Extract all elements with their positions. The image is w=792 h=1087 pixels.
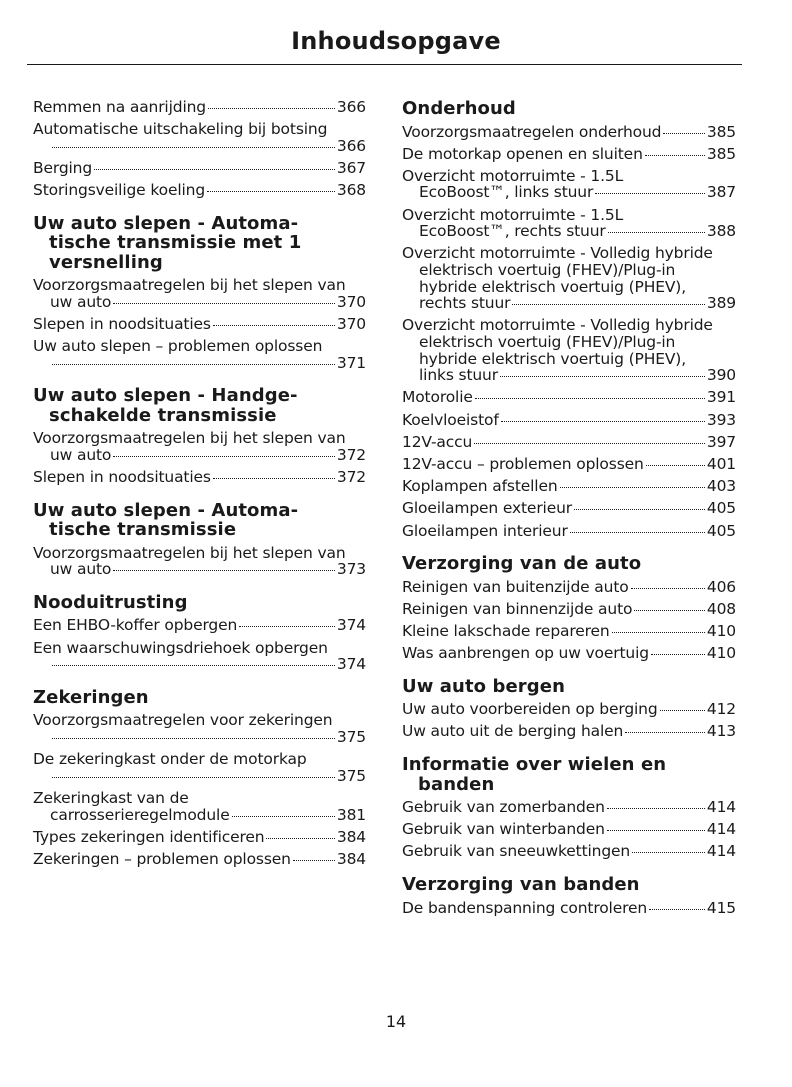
toc-page-number: 368 xyxy=(336,181,366,200)
toc-entry-link[interactable] xyxy=(402,124,736,141)
toc-entry-line xyxy=(402,701,736,718)
toc-entry-label: Koplampen afstellen xyxy=(402,477,558,496)
toc-entry-line xyxy=(402,579,736,596)
dot-leader xyxy=(607,808,705,809)
toc-entry-line xyxy=(402,601,736,618)
toc-entry-link[interactable] xyxy=(402,579,736,596)
toc-entry-label: Gebruik van zomerbanden xyxy=(402,798,605,817)
toc-page-number: 371 xyxy=(336,353,366,372)
toc-entry-label: elektrisch voertuig (FHEV)/Plug-in xyxy=(419,261,676,280)
dot-leader xyxy=(651,654,705,655)
toc-entry-label: Een waarschuwingsdriehoek opbergen xyxy=(33,638,328,657)
toc-entry-label: rechts stuur xyxy=(419,294,511,313)
toc-entry-line xyxy=(402,168,736,185)
dot-leader xyxy=(266,838,334,839)
toc-entry-line xyxy=(33,545,366,562)
toc-entry-link[interactable] xyxy=(33,712,366,745)
title-divider xyxy=(27,64,742,65)
toc-entry-line xyxy=(402,124,736,141)
toc-entry-line xyxy=(33,160,366,177)
toc-page-number: 408 xyxy=(706,599,736,618)
dot-leader xyxy=(52,665,335,666)
toc-entry-line xyxy=(33,355,366,372)
dot-leader xyxy=(512,304,704,305)
toc-entry-label: Gloeilampen interieur xyxy=(402,521,568,540)
toc-entry-label: Was aanbrengen op uw voertuig xyxy=(402,644,649,663)
toc-entry-label: Koelvloeistof xyxy=(402,410,499,429)
toc-entry-line xyxy=(33,138,366,155)
toc-entry-line xyxy=(402,223,736,240)
toc-entry-label: Zekeringen – problemen oplossen xyxy=(33,849,291,868)
section-heading-line: Uw auto slepen - Handge- xyxy=(33,385,298,407)
toc-entry-line xyxy=(402,351,736,368)
toc-entry-link[interactable] xyxy=(402,601,736,618)
toc-section xyxy=(33,501,366,578)
toc-page-number: 412 xyxy=(706,700,736,719)
section-heading xyxy=(402,677,736,697)
toc-entry-line xyxy=(402,500,736,517)
section-heading xyxy=(33,688,366,708)
dot-leader xyxy=(475,398,705,399)
toc-entry-link[interactable] xyxy=(402,412,736,429)
toc-entry-label: Remmen na aanrijding xyxy=(33,98,206,116)
dot-leader xyxy=(632,852,705,853)
toc-page-number: 385 xyxy=(706,122,736,141)
toc-entry-link[interactable] xyxy=(402,821,736,838)
toc-entry-link[interactable] xyxy=(33,338,366,371)
toc-section xyxy=(33,386,366,485)
dot-leader xyxy=(113,456,335,457)
toc-entry-label: Overzicht motorruimte - Volledig hybride xyxy=(402,244,713,263)
toc-entry-link[interactable] xyxy=(402,317,736,383)
toc-entry-line xyxy=(33,829,366,846)
toc-entry-line xyxy=(402,146,736,163)
toc-page-number: 374 xyxy=(336,655,366,674)
toc-entry-label: Overzicht motorruimte - Volledig hybride xyxy=(402,316,713,335)
toc-entry-label: uw auto xyxy=(50,292,112,311)
toc-page-number: 401 xyxy=(706,454,736,473)
toc-page-number: 414 xyxy=(706,842,736,861)
dot-leader xyxy=(649,909,705,910)
toc-entry-line xyxy=(33,469,366,486)
dot-leader xyxy=(646,465,705,466)
toc-entry-label: Gebruik van winterbanden xyxy=(402,820,605,839)
dot-leader xyxy=(213,325,335,326)
toc-entry-label: Voorzorgsmaatregelen bij het slepen van xyxy=(33,543,346,562)
toc-section xyxy=(33,593,366,673)
toc-page-number: 391 xyxy=(706,388,736,407)
section-heading xyxy=(402,554,736,574)
toc-column-left xyxy=(33,99,366,882)
toc-section xyxy=(402,677,736,740)
toc-entry-line xyxy=(402,184,736,201)
toc-entry-label: Uw auto voorbereiden op berging xyxy=(402,700,658,719)
section-heading-line: Informatie over wielen en xyxy=(402,754,667,776)
toc-entry-link[interactable] xyxy=(402,146,736,163)
toc-entry-label: De motorkap openen en sluiten xyxy=(402,144,643,163)
toc-page-number: 385 xyxy=(706,144,736,163)
dot-leader xyxy=(113,303,335,304)
toc-entry-line xyxy=(402,900,736,917)
toc-entry-label: EcoBoost™, rechts stuur xyxy=(419,222,606,241)
toc-entry-link[interactable] xyxy=(33,160,366,177)
toc-entry-label: Kleine lakschade repareren xyxy=(402,621,610,640)
toc-entry-line xyxy=(33,121,366,138)
toc-entry-link[interactable] xyxy=(33,829,366,846)
toc-page-number: 410 xyxy=(706,621,736,640)
section-heading-line: Nooduitrusting xyxy=(33,591,188,613)
toc-entry-line xyxy=(402,645,736,662)
toc-entry-label: Gebruik van sneeuwkettingen xyxy=(402,842,631,861)
toc-page-number: 372 xyxy=(336,468,366,487)
toc-entry-label: hybride elektrisch voertuig (PHEV), xyxy=(419,277,686,296)
toc-entry-link[interactable] xyxy=(402,500,736,517)
toc-entry-line xyxy=(33,617,366,634)
toc-entry-link[interactable] xyxy=(33,121,366,154)
toc-entry-line xyxy=(33,851,366,868)
toc-page-number: 372 xyxy=(336,446,366,464)
toc-section xyxy=(33,99,366,199)
toc-page-number: 415 xyxy=(706,898,736,917)
toc-entry-link[interactable] xyxy=(33,277,366,310)
toc-entry-label: Voorzorgsmaatregelen onderhoud xyxy=(402,122,662,141)
toc-entry-label: links stuur xyxy=(419,366,498,385)
toc-page-number: 413 xyxy=(706,722,736,741)
toc-entry-line xyxy=(33,729,366,746)
toc-page-number: 384 xyxy=(336,827,366,846)
dot-leader xyxy=(612,632,705,633)
section-heading-line: Zekeringen xyxy=(33,686,149,708)
dot-leader xyxy=(608,232,705,233)
dot-leader xyxy=(52,777,335,778)
toc-entry-link[interactable] xyxy=(33,851,366,868)
toc-entry-link[interactable] xyxy=(33,430,366,463)
toc-entry-label: uw auto xyxy=(50,446,112,464)
toc-page-number: 381 xyxy=(336,805,366,824)
toc-entry-link[interactable] xyxy=(402,900,736,917)
toc-entry-label: Automatische uitschakeling bij botsing xyxy=(33,120,328,139)
section-heading-line: Uw auto slepen - Automa- xyxy=(33,499,299,521)
dot-leader xyxy=(625,732,705,733)
section-heading-line: tische transmissie xyxy=(49,519,237,541)
section-heading-line: Uw auto slepen - Automa- xyxy=(33,212,299,234)
toc-entry-line xyxy=(402,317,736,334)
toc-page-number: 410 xyxy=(706,644,736,663)
toc-page-number: 406 xyxy=(706,577,736,596)
toc-page-number: 384 xyxy=(336,849,366,868)
toc-entry-label: De bandenspanning controleren xyxy=(402,898,648,917)
toc-section xyxy=(402,554,736,662)
dot-leader xyxy=(501,421,705,422)
toc-entry-label: Berging xyxy=(33,158,93,177)
toc-entry-line xyxy=(402,456,736,473)
toc-entry-line xyxy=(402,279,736,296)
section-heading-line: tische transmissie met 1 xyxy=(49,232,302,254)
dot-leader xyxy=(607,830,705,831)
page-title: Inhoudsopgave xyxy=(291,27,501,55)
toc-entry-label: Voorzorgsmaatregelen bij het slepen van xyxy=(33,276,346,295)
toc-page-number: 370 xyxy=(336,315,366,334)
toc-entry-line xyxy=(33,316,366,333)
dot-leader xyxy=(239,626,335,627)
toc-page-number: 414 xyxy=(706,798,736,817)
toc-entry-label: Overzicht motorruimte - 1.5L xyxy=(402,205,624,224)
toc-page-number: 389 xyxy=(706,294,736,313)
toc-page-number: 373 xyxy=(336,560,366,579)
toc-section xyxy=(33,688,366,868)
section-heading-line: versnelling xyxy=(49,251,163,273)
toc-entry-line xyxy=(33,99,366,116)
section-heading xyxy=(402,875,736,895)
section-heading xyxy=(33,593,366,613)
toc-entry-label: Gloeilampen exterieur xyxy=(402,499,572,518)
toc-entry-label: EcoBoost™, links stuur xyxy=(419,183,594,202)
toc-entry-line xyxy=(33,712,366,729)
section-heading-line: Verzorging van banden xyxy=(402,874,640,895)
toc-entry-label: Types zekeringen identificeren xyxy=(33,827,265,846)
dot-leader xyxy=(94,169,335,170)
dot-leader xyxy=(560,487,705,488)
toc-entry-link[interactable] xyxy=(402,645,736,662)
dot-leader xyxy=(645,155,705,156)
section-heading xyxy=(402,755,736,794)
dot-leader xyxy=(52,364,335,365)
toc-page-number: 375 xyxy=(336,727,366,746)
section-heading-line: Uw auto bergen xyxy=(402,675,565,697)
dot-leader xyxy=(595,193,705,194)
toc-page-number: 374 xyxy=(336,616,366,635)
dot-leader xyxy=(570,532,705,533)
toc-entry-label: Reinigen van binnenzijde auto xyxy=(402,599,633,618)
toc-page-number: 405 xyxy=(706,521,736,540)
toc-section xyxy=(33,214,366,372)
toc-entry-line xyxy=(33,768,366,785)
toc-entry-line xyxy=(402,295,736,312)
toc-entry-line xyxy=(33,182,366,199)
page-number: 14 xyxy=(385,1012,407,1031)
toc-section xyxy=(402,99,736,539)
toc-entry-line xyxy=(402,843,736,860)
toc-entry-link[interactable] xyxy=(33,640,366,673)
toc-entry-link[interactable] xyxy=(33,751,366,784)
dot-leader xyxy=(52,147,335,148)
section-heading xyxy=(33,501,366,540)
toc-entry-line xyxy=(33,640,366,657)
toc-entry-line xyxy=(33,807,366,824)
dot-leader xyxy=(500,376,705,377)
dot-leader xyxy=(113,570,335,571)
section-heading-line: Verzorging van de auto xyxy=(402,553,642,575)
toc-entry-line xyxy=(402,723,736,740)
toc-entry-line xyxy=(33,656,366,673)
toc-page-number: 388 xyxy=(706,222,736,241)
toc-entry-label: Storingsveilige koeling xyxy=(33,181,206,200)
toc-entry-link[interactable] xyxy=(402,207,736,240)
dot-leader xyxy=(232,816,335,817)
toc-entry-label: 12V-accu – problemen oplossen xyxy=(402,454,644,473)
toc-page-number: 367 xyxy=(336,158,366,177)
toc-entry-link[interactable] xyxy=(402,434,736,451)
dot-leader xyxy=(474,443,705,444)
toc-entry-line xyxy=(33,447,366,464)
toc-entry-line xyxy=(33,751,366,768)
toc-entry-line xyxy=(402,207,736,224)
toc-entry-label: Zekeringkast van de xyxy=(33,788,189,807)
dot-leader xyxy=(574,509,705,510)
toc-entry-label: elektrisch voertuig (FHEV)/Plug-in xyxy=(419,333,676,351)
toc-entry-label: De zekeringkast onder de motorkap xyxy=(33,750,307,769)
toc-entry-label: Motorolie xyxy=(402,388,473,407)
toc-entry-link[interactable] xyxy=(33,790,366,823)
toc-entry-line xyxy=(402,821,736,838)
toc-entry-line xyxy=(33,430,366,447)
toc-entry-link[interactable] xyxy=(33,469,366,486)
toc-entry-link[interactable] xyxy=(33,617,366,634)
toc-entry-label: Slepen in noodsituaties xyxy=(33,468,211,487)
toc-entry-line xyxy=(33,338,366,355)
toc-entry-label: hybride elektrisch voertuig (PHEV), xyxy=(419,349,686,368)
toc-page-number: 393 xyxy=(706,410,736,429)
toc-page-number: 414 xyxy=(706,820,736,839)
toc-entry-link[interactable] xyxy=(402,623,736,640)
dot-leader xyxy=(663,133,705,134)
section-heading-line: banden xyxy=(418,773,495,795)
toc-page-number: 403 xyxy=(706,477,736,496)
toc-entry-line xyxy=(33,294,366,311)
dot-leader xyxy=(207,191,335,192)
toc-entry-line xyxy=(402,434,736,451)
toc-page-number: 366 xyxy=(336,98,366,116)
toc-entry-label: uw auto xyxy=(50,560,112,579)
toc-entry-link[interactable] xyxy=(402,168,736,201)
toc-entry-link[interactable] xyxy=(402,799,736,816)
dot-leader xyxy=(52,738,335,739)
toc-page-number: 397 xyxy=(706,432,736,451)
section-heading xyxy=(33,386,366,425)
toc-entry-link[interactable] xyxy=(402,701,736,718)
section-heading xyxy=(33,214,366,273)
toc-column-right xyxy=(402,99,736,931)
toc-entry-line xyxy=(402,523,736,540)
dot-leader xyxy=(660,710,705,711)
dot-leader xyxy=(631,588,705,589)
toc-entry-link[interactable] xyxy=(33,545,366,578)
toc-entry-link[interactable] xyxy=(402,843,736,860)
section-heading xyxy=(402,99,736,119)
toc-entry-label: Uw auto uit de berging halen xyxy=(402,722,624,741)
toc-entry-line xyxy=(402,623,736,640)
dot-leader xyxy=(634,610,705,611)
toc-entry-label: Voorzorgsmaatregelen voor zekeringen xyxy=(33,711,333,730)
dot-leader xyxy=(213,478,335,479)
toc-page-number: 366 xyxy=(336,136,366,155)
toc-entry-line xyxy=(402,478,736,495)
toc-page-number: 405 xyxy=(706,499,736,518)
section-heading-line: schakelde transmissie xyxy=(49,404,277,426)
toc-entry-label: Uw auto slepen – problemen oplossen xyxy=(33,337,323,356)
toc-page-number: 390 xyxy=(706,366,736,385)
toc-section xyxy=(402,875,736,916)
toc-entry-line xyxy=(402,389,736,406)
toc-entry-link[interactable] xyxy=(402,478,736,495)
toc-entry-line xyxy=(402,334,736,351)
toc-entry-link[interactable] xyxy=(33,316,366,333)
toc-entry-line xyxy=(402,262,736,279)
toc-entry-label: Slepen in noodsituaties xyxy=(33,315,211,334)
section-heading-line: Onderhoud xyxy=(402,98,516,119)
toc-entry-label: Overzicht motorruimte - 1.5L xyxy=(402,166,624,185)
toc-entry-label: Reinigen van buitenzijde auto xyxy=(402,577,629,596)
toc-entry-link[interactable] xyxy=(33,99,366,116)
toc-page-number: 387 xyxy=(706,183,736,202)
toc-entry-link[interactable] xyxy=(33,182,366,199)
toc-entry-link[interactable] xyxy=(402,456,736,473)
toc-entry-label: Een EHBO-koffer opbergen xyxy=(33,616,238,635)
toc-entry-line xyxy=(402,799,736,816)
toc-entry-line xyxy=(33,561,366,578)
toc-entry-line xyxy=(33,790,366,807)
toc-entry-label: Voorzorgsmaatregelen bij het slepen van xyxy=(33,429,346,448)
toc-entry-line xyxy=(402,412,736,429)
toc-page-number: 370 xyxy=(336,292,366,311)
toc-page-number: 375 xyxy=(336,766,366,785)
dot-leader xyxy=(293,860,335,861)
toc-entry-line xyxy=(402,367,736,384)
toc-entry-link[interactable] xyxy=(402,523,736,540)
dot-leader xyxy=(208,108,335,109)
toc-section xyxy=(402,755,736,860)
toc-entry-label: 12V-accu xyxy=(402,432,473,451)
toc-entry-line xyxy=(402,245,736,262)
toc-entry-label: carrosserieregelmodule xyxy=(50,805,230,824)
toc-entry-link[interactable] xyxy=(402,723,736,740)
toc-entry-link[interactable] xyxy=(402,245,736,311)
toc-entry-link[interactable] xyxy=(402,389,736,406)
toc-entry-line xyxy=(33,277,366,294)
